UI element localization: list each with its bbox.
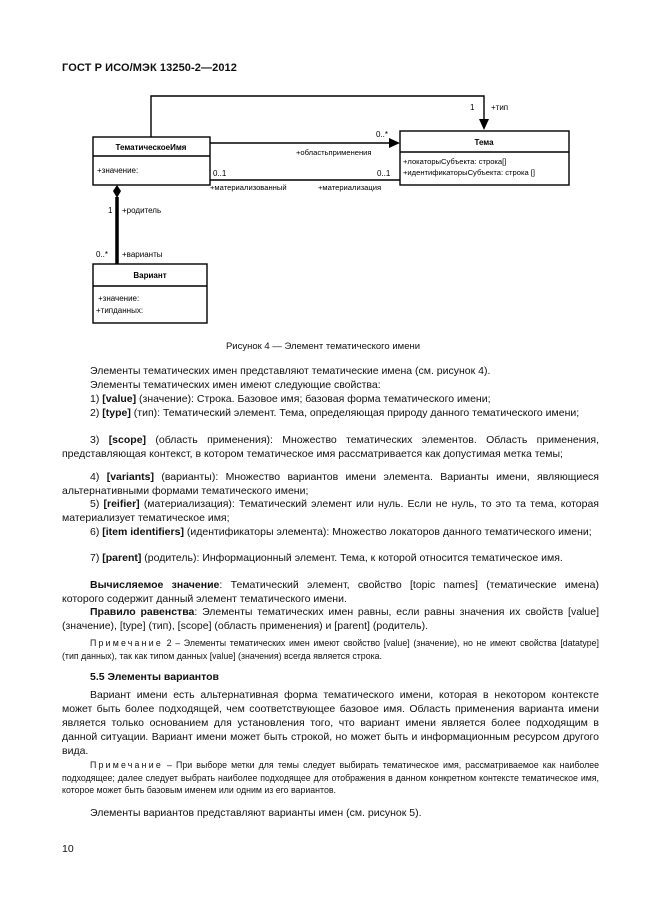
property-number: 5) <box>90 498 100 510</box>
property-item-1 <box>62 392 599 406</box>
variants-role: +варианты <box>122 250 163 259</box>
property-number: 4) <box>90 471 100 483</box>
property-key: [parent] <box>102 552 142 564</box>
type-multiplicity: 1 <box>470 103 475 112</box>
computed-value-paragraph <box>62 578 599 606</box>
document-header: ГОСТ Р ИСО/МЭК 13250-2—2012 <box>62 62 237 74</box>
type-arrowhead <box>479 119 489 130</box>
paragraph-intro: Элементы тематических имен представляют тематические имена (см. рисунок 4). <box>90 365 491 377</box>
class-variant-attr-1: +значение: <box>98 294 140 303</box>
property-key: [reifier] <box>103 498 140 510</box>
property-item-2 <box>62 406 599 420</box>
section-paragraph: Вариант имени есть альтернативная форма тематического имени, которая в некотором контексте может быть более подходящей, чем соответствующее базовое имя. Область применения варианта имени является только основанием для установления того, что вариант имени является более подходящим в данной ситуации. Вариант имени может быть строкой, но может быть и информационным ресурсом другого вида. <box>62 689 599 757</box>
note-text: – При выборе метки для темы следует выбирать тематическое имя, рассматриваемое как наиболее подходящее; далее следует выбрать наиболее подходящее для отображения в данном конкретном контексте тематическое имя, которое может быть базовым именем или одним из его вариантов. <box>62 760 599 795</box>
property-number: 7) <box>90 552 100 564</box>
equality-rule-paragraph <box>62 605 599 633</box>
property-key: [type] <box>102 407 131 419</box>
property-number: 3) <box>90 434 100 446</box>
property-text: (значение): Строка. Базовое имя; базовая форма тематического имени; <box>139 393 491 405</box>
scope-role: +областьприменения <box>296 148 372 157</box>
property-key: [value] <box>102 393 137 405</box>
class-topic-name-attr: +значение: <box>97 166 139 175</box>
uml-diagram <box>0 0 646 340</box>
variants-multiplicity: 0..* <box>96 250 109 259</box>
class-topic-title: Тема <box>474 138 494 147</box>
computed-value-label: Вычисляемое значение <box>90 579 220 591</box>
parent-role: +родитель <box>122 206 162 215</box>
class-topic-name-title: ТематическоеИмя <box>115 143 187 152</box>
property-text: (область применения): Множество тематических элементов. Область применения, представляющая контекст, в котором тематическое имя рассматривается как допустимая метка темы; <box>62 434 599 460</box>
property-number: 6) <box>90 526 100 538</box>
property-key: [item identifiers] <box>102 526 184 538</box>
note-1 <box>62 637 599 662</box>
parent-multiplicity: 1 <box>108 206 113 215</box>
property-text: (идентификаторы элемента): Множество локаторов данного тематического имени; <box>186 526 592 538</box>
reifier-mult-left: 0..1 <box>213 169 227 178</box>
class-topic-attr-1: +локаторыСубъекта: строка[] <box>403 157 507 166</box>
note-label: Примечание <box>90 760 163 770</box>
property-number: 1) <box>90 393 100 405</box>
composition-diamond <box>113 185 121 198</box>
property-item-7 <box>62 551 599 565</box>
class-variant-attr-2: +типданных: <box>96 306 144 315</box>
class-variant-title: Вариант <box>133 271 167 280</box>
property-item-5 <box>62 497 599 525</box>
note-label: Примечание <box>90 638 163 648</box>
property-text: (материализация): Тематический элемент или нуль. Если не нуль, то это та тема, которая материализует тематическое имя; <box>62 498 599 524</box>
type-role: +тип <box>491 103 509 112</box>
closing-paragraph: Элементы вариантов представляют варианты имен (см. рисунок 5). <box>90 807 422 819</box>
figure-caption: Рисунок 4 — Элемент тематического имени <box>225 341 421 352</box>
property-text: (родитель): Информационный элемент. Тема, к которой относится тематическое имя. <box>144 552 563 564</box>
section-heading: 5.5 Элементы вариантов <box>90 671 220 683</box>
reifier-mult-right: 0..1 <box>377 169 391 178</box>
note-text: 2 – Элементы тематических имен имеют свойство [value] (значение), но не имеют свойства [datatype] (тип данных), так как типом данных [value] (значения) всегда является строка. <box>62 638 599 661</box>
property-item-6 <box>62 525 599 539</box>
reifier-role-right: +материализация <box>318 183 382 192</box>
equality-rule-label: Правило равенства <box>90 606 195 618</box>
page-number: 10 <box>62 843 74 855</box>
property-text: (тип): Тематический элемент. Тема, определяющая природу данного тематического имени; <box>133 407 580 419</box>
property-text: (варианты): Множество вариантов имени элемента. Варианты имени, являющиеся альтернативными формами тематического имени; <box>62 471 599 497</box>
property-item-4 <box>62 470 599 498</box>
reifier-role-left: +материализованный <box>210 183 287 192</box>
property-item-3 <box>62 433 599 461</box>
property-key: [scope] <box>108 434 147 446</box>
scope-multiplicity: 0..* <box>376 130 389 139</box>
scope-arrowhead <box>389 138 400 148</box>
computed-value-text: : Тематический элемент, свойство [topic names] (тематические имена) которого содержит данный элемент тематического имени. <box>62 579 599 605</box>
equality-rule-text: : Элементы тематических имен равны, если равны значения их свойств [value] (значение), [type] (тип), [scope] (область применения) и [parent] (родитель). <box>62 606 599 632</box>
paragraph-properties-intro: Элементы тематических имен имеют следующие свойства: <box>90 379 381 391</box>
property-key: [variants] <box>106 471 154 483</box>
property-number: 2) <box>90 407 100 419</box>
note-2 <box>62 759 599 797</box>
class-topic-attr-2: +идентификаторыСубъекта: строка [] <box>403 168 536 177</box>
